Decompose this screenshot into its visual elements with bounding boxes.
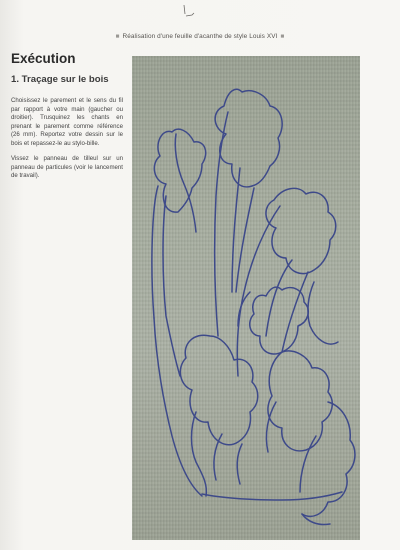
header-bullet-right-icon: ■ [280, 33, 285, 40]
running-header-title: Réalisation d'une feuille d'acanthe de style Louis XVI [122, 33, 278, 40]
paragraph: Choisissez le parement et le sens du fil par rapport à votre main (gaucher ou droitier). Trusquinez les chants en prenant le parement comme référence (26 mm). Reportez votre dessin sur le bois et repassez-le au stylo-bille. [11, 97, 123, 147]
paragraph: Vissez le panneau de tilleul sur un panneau de particules (voir le lancement de travail). [11, 155, 123, 179]
acanthus-leaf-drawing [132, 56, 360, 540]
subsection-title: 1. Traçage sur le bois [11, 74, 109, 85]
header-bullet-left-icon: ■ [115, 33, 120, 40]
body-text [11, 97, 123, 188]
section-title: Exécution [11, 51, 76, 66]
running-header [0, 33, 400, 40]
wood-panel-photo [132, 56, 360, 540]
pen-mark-icon [178, 4, 198, 20]
